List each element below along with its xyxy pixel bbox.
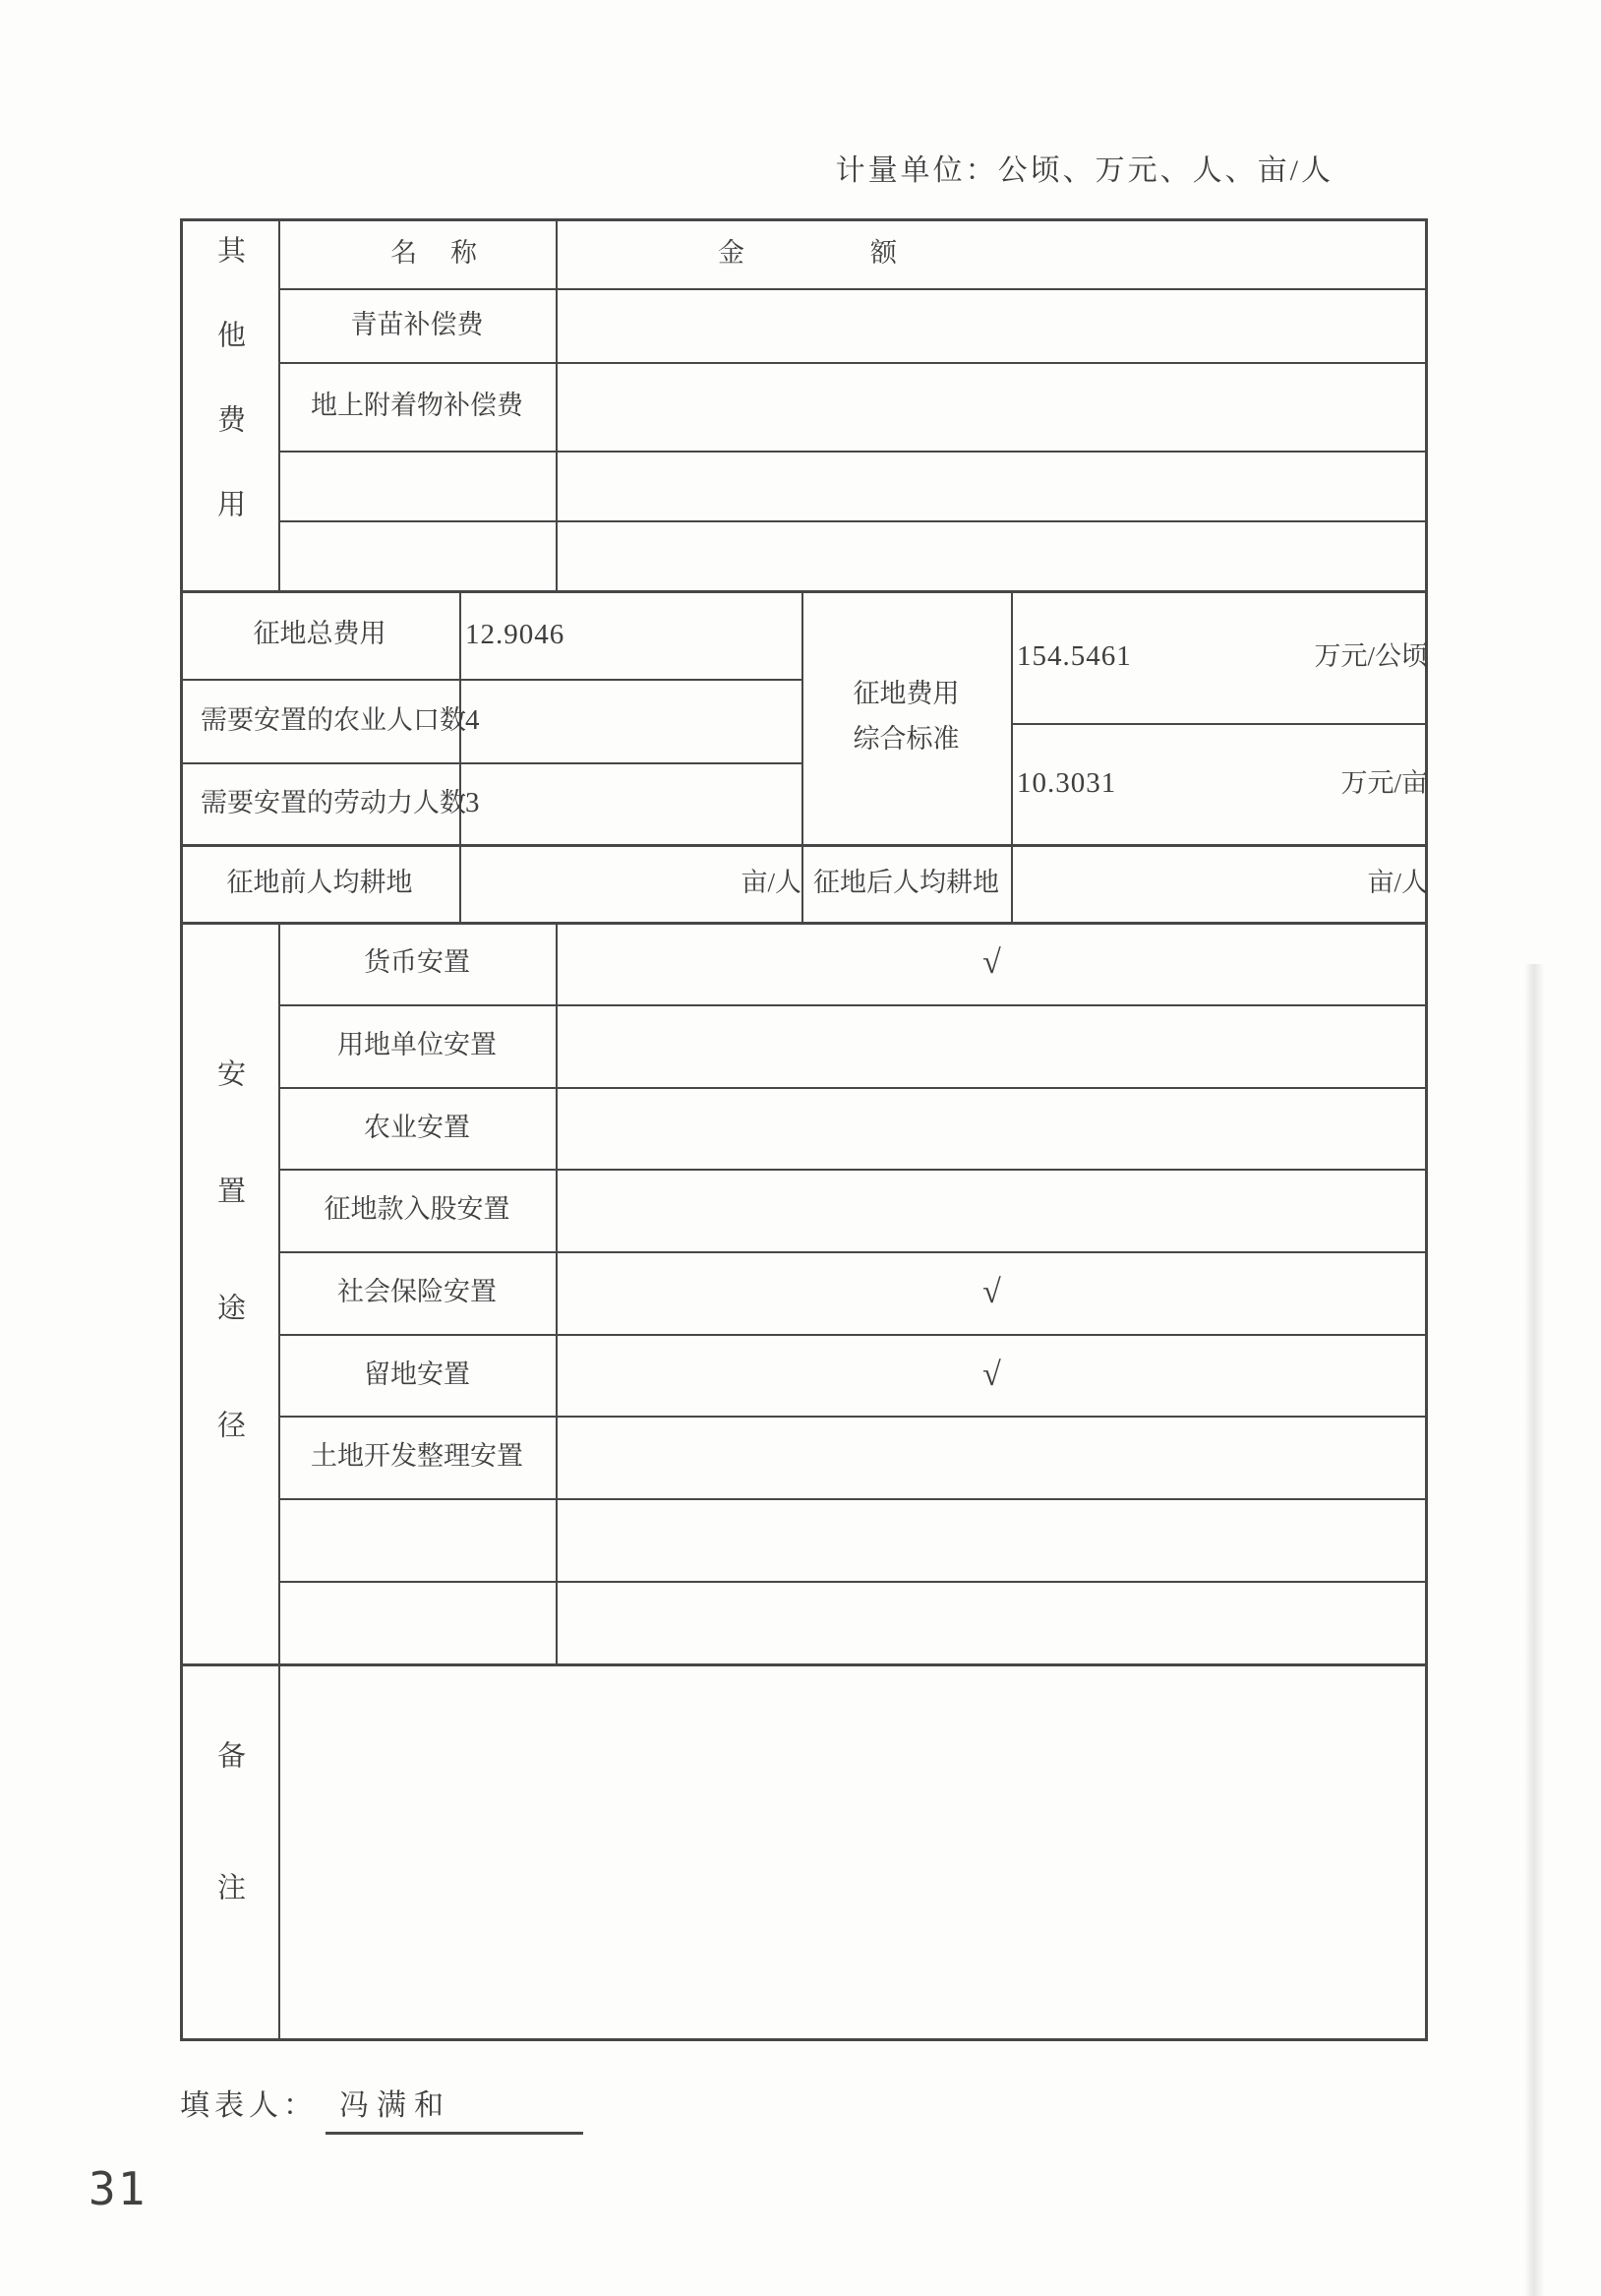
resettlement-row-check xyxy=(556,1004,1428,1087)
form-filler-name: 冯满和 xyxy=(326,2079,583,2135)
scan-edge-shadow xyxy=(1524,964,1544,2296)
composite-standard-unit: 万元/亩 xyxy=(1340,767,1428,798)
resettlement-row-name: 留地安置 xyxy=(364,1359,470,1389)
fee-row-name xyxy=(278,451,556,520)
resettlement-row-name xyxy=(278,1581,556,1663)
resettlement-row-check xyxy=(556,1416,1428,1498)
resettlement-row-name: 社会保险安置 xyxy=(337,1277,497,1307)
resettlement-row-name: 农业安置 xyxy=(364,1112,470,1142)
form-filler-row xyxy=(180,2079,583,2135)
resettlement-row-name: 用地单位安置 xyxy=(337,1030,497,1060)
remarks-stub xyxy=(180,1663,278,2041)
remarks-content xyxy=(278,1663,1428,2041)
composite-standard-row xyxy=(1011,723,1485,844)
labor-population-value: 3 xyxy=(465,787,481,819)
fee-row-amount xyxy=(556,520,1428,590)
composite-standard-value: 154.5461 xyxy=(1017,640,1132,673)
total-fee-label: 征地总费用 xyxy=(253,619,386,649)
column-header-amount: 金额 xyxy=(718,237,1023,268)
resettlement-row-check: √ xyxy=(982,1274,1001,1311)
resettlement-stub-label: 安置途径 xyxy=(213,1058,246,1527)
fee-row-amount xyxy=(556,362,1428,451)
composite-standard-row xyxy=(1011,590,1472,723)
per-capita-after-unit: 亩/人 xyxy=(1367,867,1428,897)
fee-row-amount xyxy=(556,451,1428,520)
per-capita-after-label: 征地后人均耕地 xyxy=(813,867,999,897)
resettlement-row-check: √ xyxy=(982,1356,1001,1393)
resettlement-row-check xyxy=(556,1581,1428,1663)
fee-row-name: 地上附着物补偿费 xyxy=(311,391,523,421)
resettlement-stub xyxy=(180,922,278,1663)
land-expropriation-table xyxy=(180,218,1428,2041)
measurement-unit-note: 计量单位：公顷、万元、人、亩/人 xyxy=(835,154,1334,187)
resettlement-row-name: 货币安置 xyxy=(364,947,470,978)
fee-row-amount xyxy=(556,288,1428,362)
other-fees-stub-label: 其他费用 xyxy=(213,235,246,574)
resettlement-row-name: 征地款入股安置 xyxy=(324,1194,510,1225)
other-fees-stub xyxy=(180,218,278,590)
remarks-stub-label: 备注 xyxy=(213,1740,246,2004)
composite-standard-label-text: 征地费用综合标准 xyxy=(853,679,960,754)
per-capita-before-label: 征地前人均耕地 xyxy=(226,867,413,897)
composite-standard-unit: 万元/公顷 xyxy=(1314,640,1428,671)
resettlement-row-check xyxy=(556,1087,1428,1169)
agri-population-label: 需要安置的农业人口数 xyxy=(201,704,466,735)
form-filler-label: 填表人： xyxy=(180,2089,318,2122)
labor-population-label: 需要安置的劳动力人数 xyxy=(201,787,466,817)
column-header-name: 名称 xyxy=(390,237,510,268)
per-capita-before-unit: 亩/人 xyxy=(741,867,801,897)
resettlement-row-check xyxy=(556,1169,1428,1251)
resettlement-row-check: √ xyxy=(982,944,1001,982)
resettlement-row-check xyxy=(556,1498,1428,1581)
total-fee-value: 12.9046 xyxy=(465,618,565,650)
page-number: 31 xyxy=(89,2162,148,2215)
resettlement-row-name xyxy=(278,1498,556,1581)
fee-row-name: 青苗补偿费 xyxy=(350,309,484,339)
composite-standard-label xyxy=(801,590,1011,844)
composite-standard-value: 10.3031 xyxy=(1017,767,1117,800)
fee-row-name xyxy=(278,520,556,590)
resettlement-row-name: 土地开发整理安置 xyxy=(311,1441,523,1472)
agri-population-value: 4 xyxy=(465,704,481,737)
